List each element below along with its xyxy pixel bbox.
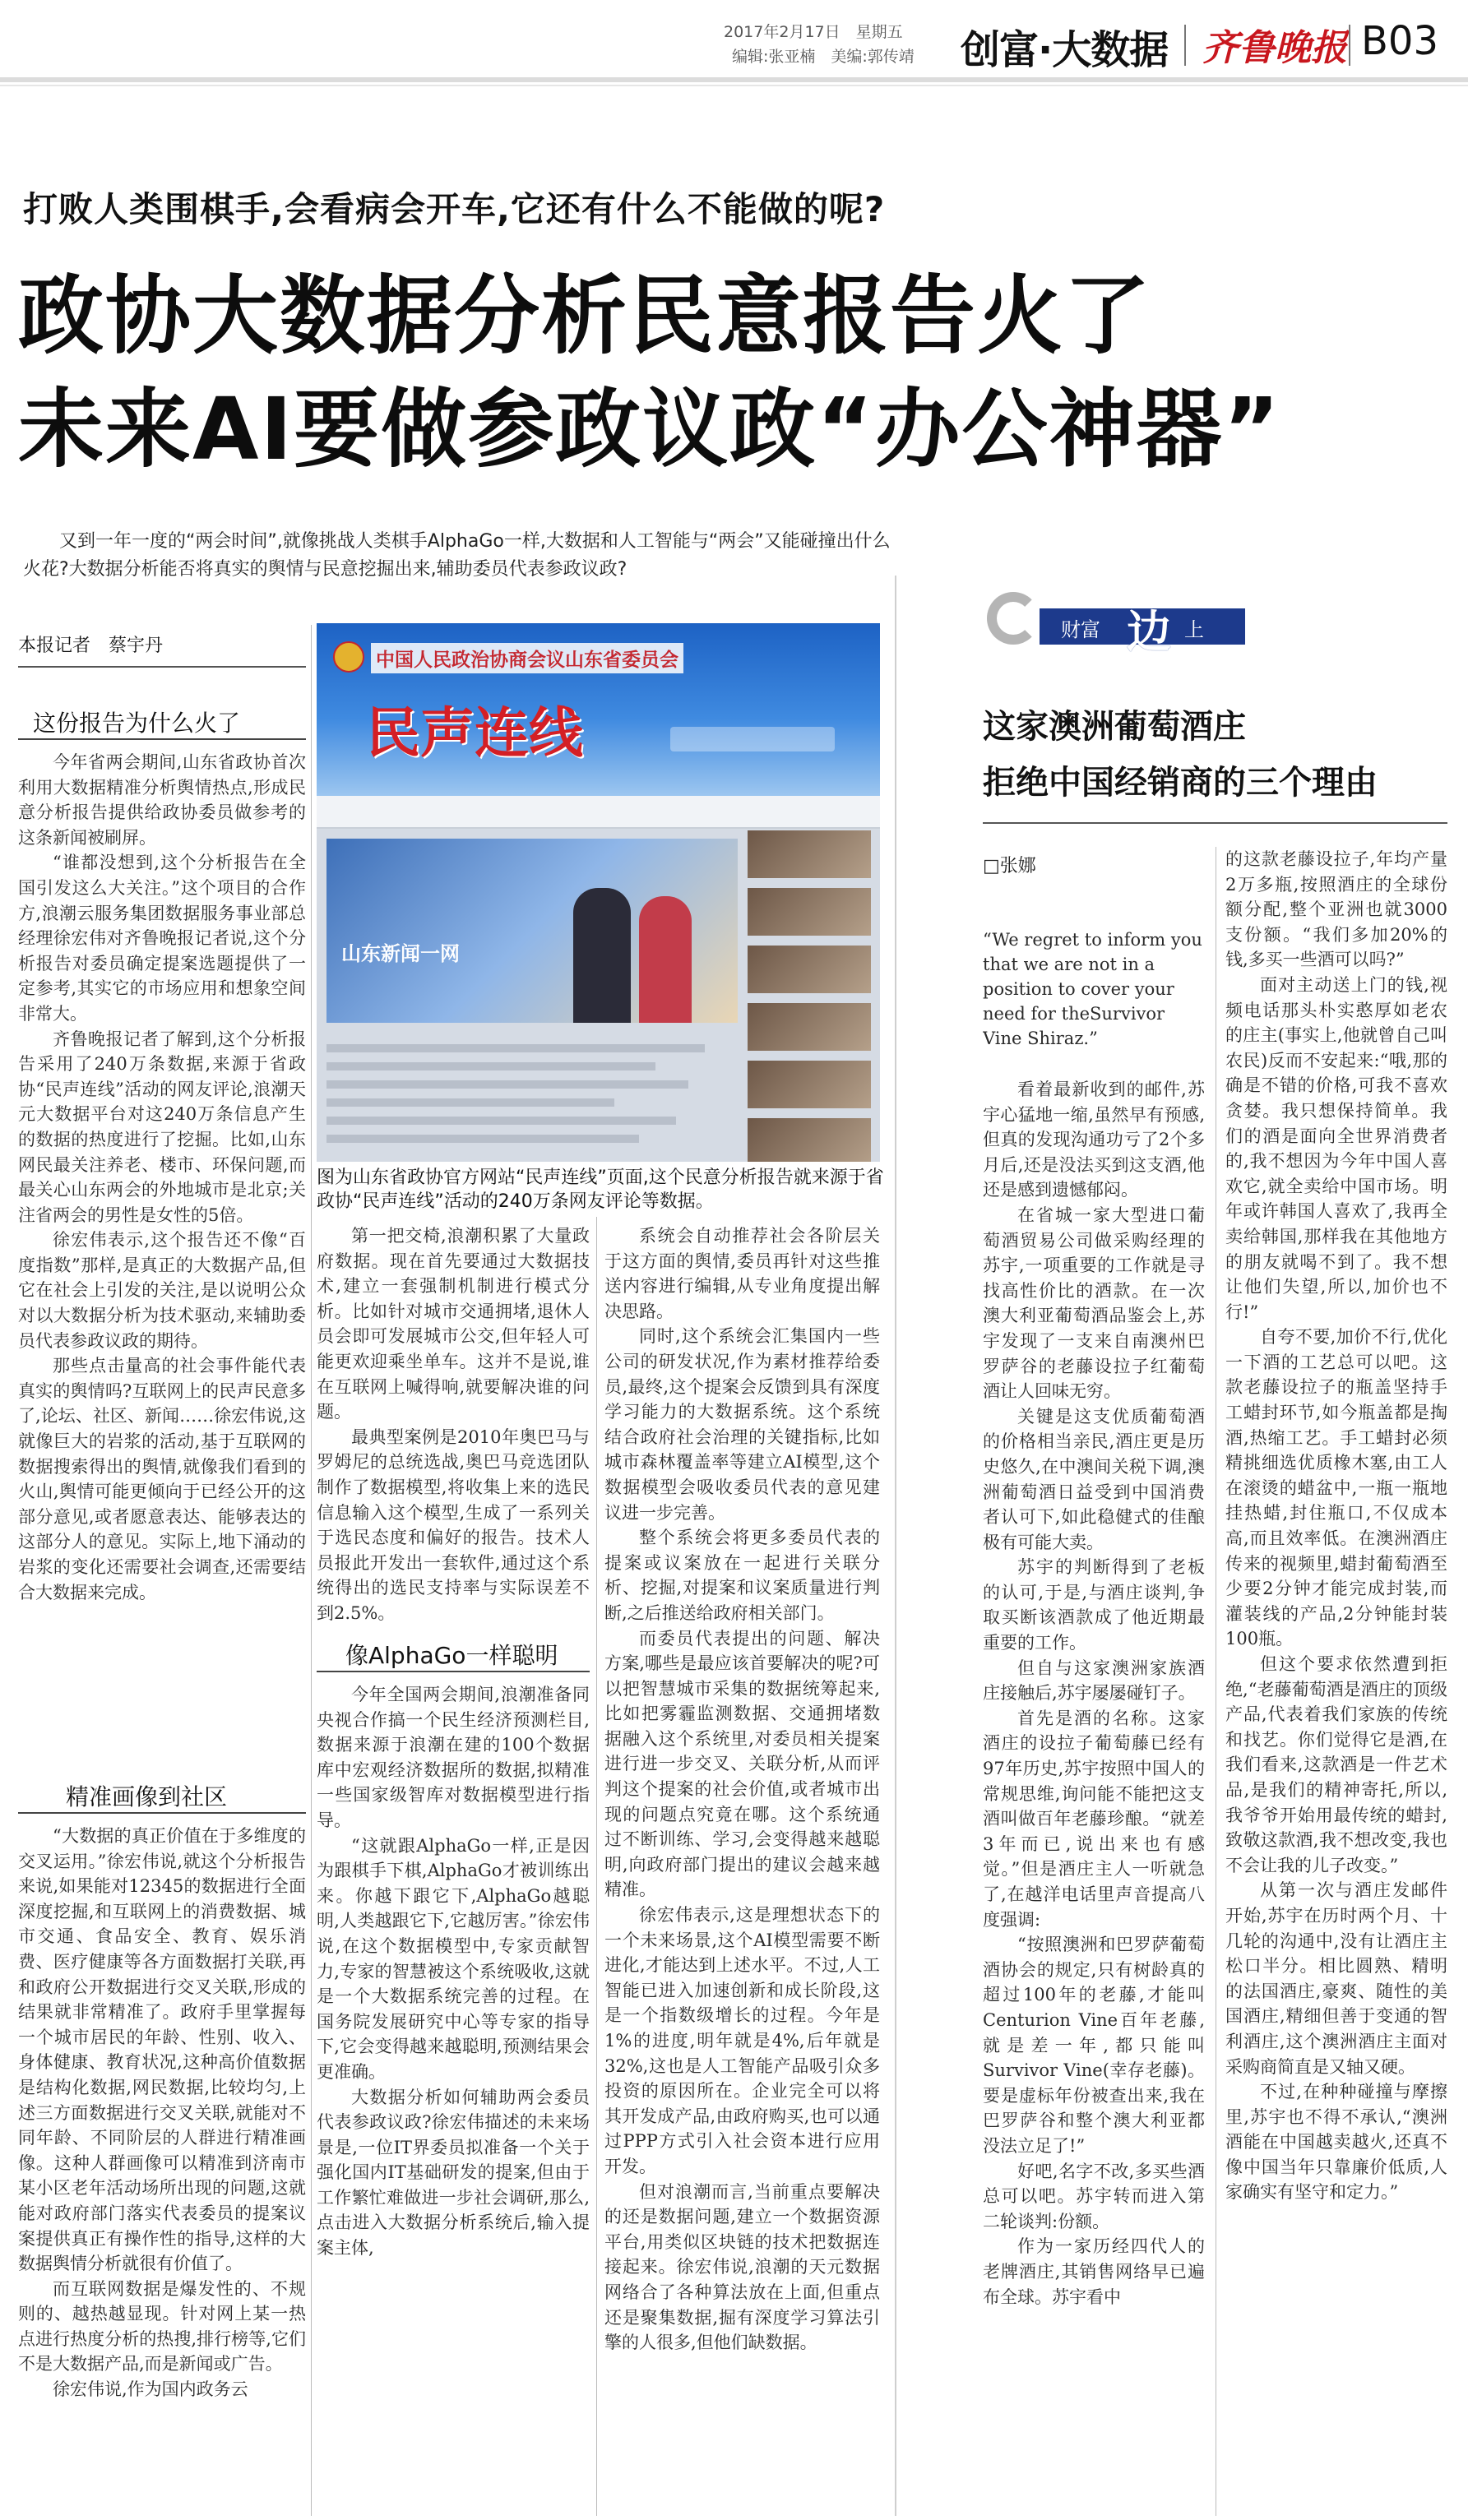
article-column-2b xyxy=(317,1682,590,2514)
paragraph: 作为一家历经四代人的老牌酒庄,其销售网络早已遍布全球。苏宇看中 xyxy=(983,2236,1205,2307)
paragraph: 而互联网数据是爆发性的、不规则的、越热越显现。针对网上某一热点进行热度分析的热搜,排行榜等,它们不是大数据产品,而是新闻或广告。 xyxy=(18,2278,306,2374)
article-column-1b xyxy=(18,1824,306,2514)
section-heading-rule xyxy=(18,738,306,740)
photo-video-frame xyxy=(326,839,738,1023)
paragraph: 齐鲁晚报记者了解到,这个分析报告采用了240万条数据,来源于省政协“民声连线”活动的网友评论,浪潮天元大数据平台对这240万条信息产生的数据的热度进行了挖掘。比如,山东网民最关注养老、楼市、环保问题,而最关心山东两会的外地城市是北京;关注省两会的男性是女性的5倍。 xyxy=(18,1029,306,1225)
sidebar-quote: “We regret to inform you that we are not in a position to cover your need for theSurvivor Vine Shiraz.” xyxy=(983,930,1202,1048)
photo-banner xyxy=(317,623,880,796)
paragraph: 那些点击量高的社会事件能代表真实的舆情吗?互联网上的民声民意多了,论坛、社区、新闻……徐宏伟说,这就像巨大的岩浆的活动,基于互联网的数据搜索得出的舆情,就像我们看到的火山,舆情可能更倾向于已经公开的这部分意见,或者愿意表达、能够表达的这部分人的意见。实际上,地下涌动的岩浆的变化还需要社会调查,还需要结合大数据来完成。 xyxy=(18,1356,306,1602)
photo-org-title: 中国人民政治协商会议山东省委员会 xyxy=(371,643,683,673)
paragraph: 的这款老藤设拉子,年均产量2万多瓶,按照酒庄的全球份额分配,整个亚洲也就3000支份额。“我们多加20%的钱,多买一些酒可以吗?” xyxy=(1225,849,1447,970)
article-column-2a xyxy=(317,1223,590,1626)
cppcc-emblem-icon xyxy=(333,641,364,673)
main-headline-line2: 未来AI要做参政议政“办公神器” xyxy=(18,379,1281,479)
newspaper-logo: 齐鲁晚报 xyxy=(1202,27,1347,69)
photo-video-caption: 山东新闻一网 xyxy=(341,942,460,965)
paragraph: 第一把交椅,浪潮积累了大量政府数据。现在首先要通过大数据技术,建立一套强制机制进行模式分析。比如针对城市交通拥堵,退休人员会即可发展城市公交,但年轻人可能更欢迎乘坐单车。这并不是说,谁在互联网上喊得响,就要解决谁的问题。 xyxy=(317,1226,590,1422)
photo-thumbnail-strip xyxy=(748,830,871,1162)
paragraph: 但自与这家澳洲家族酒庄接触后,苏宇屡屡碰钉子。 xyxy=(983,1658,1205,1704)
paragraph: “这就跟AlphaGo一样,正是因为跟棋手下棋,AlphaGo才被训练出来。你越下跟它下,AlphaGo越聪明,人类越跟它下,它越厉害。”徐宏伟说,在这个数据模型中,专家贡献智力,专家的智慧被这个系统吸收,这就是一个大数据系统完善的过程。在国务院发展研究中心等专家的指导下,它会变得越来越聪明,预测结果会更准确。 xyxy=(317,1835,590,2082)
masthead-divider xyxy=(1349,25,1350,66)
section-heading-why-popular: 这份报告为什么火了 xyxy=(33,710,241,737)
sidebar-divider xyxy=(895,576,896,2516)
section-heading-rule xyxy=(18,1812,306,1814)
paragraph: 整个系统会将更多委员代表的提案或议案放在一起进行关联分析、挖掘,对提案和议案质量进行判断,之后推送给政府相关部门。 xyxy=(604,1528,880,1623)
sidebar-byline: □张娜 xyxy=(983,856,1036,876)
paragraph: 但这个要求依然遭到拒绝,“老藤葡萄酒是酒庄的顶级产品,代表着我们家族的传统和找艺。你们觉得它是酒,在我们看来,这款酒是一件艺术品,是我们的精神寄托,所以,我爷爷开始用最传统的蜡封,致敬这款酒,我不想改变,我也不会让我的儿子改变。” xyxy=(1225,1654,1447,1875)
sidebar-tag-right: 上 xyxy=(1184,618,1204,641)
paragraph: 徐宏伟表示,这是理想状态下的一个未来场景,这个AI模型需要不断进化,才能达到上述水平。不过,人工智能已进入加速创新和成长阶段,这是一个指数级增长的过程。今年是1%的进度,明年就是4%,后年就是32%,这也是人工智能产品吸引众多投资的原因所在。企业完全可以将其开发成产品,由政府购买,也可以通过PPP方式引入社会资本进行应用开发。 xyxy=(604,1905,880,2176)
sidebar-headline-line1: 这家澳洲葡萄酒庄 xyxy=(983,708,1246,746)
paragraph: 今年省两会期间,山东省政协首次利用大数据精准分析舆情热点,形成民意分析报告提供给政协委员做参考的这条新闻被刷屏。 xyxy=(18,752,306,848)
website-screenshot-photo xyxy=(317,623,880,1162)
section-heading-rule xyxy=(317,1671,590,1672)
issue-date: 2017年2月17日 星期五 xyxy=(724,23,903,41)
paragraph: 徐宏伟说,作为国内政务云 xyxy=(53,2379,248,2400)
paragraph xyxy=(317,1626,590,1627)
photo-person xyxy=(639,896,692,1023)
paragraph: 不过,在种种碰撞与摩擦里,苏宇也不得不承认,“澳洲酒能在中国越卖越火,还真不像中国当年只靠廉价低质,人家确实有坚守和定力。” xyxy=(1225,2082,1447,2203)
sidebar-headline-line2: 拒绝中国经销商的三个理由 xyxy=(983,764,1378,802)
header-rule xyxy=(0,85,1468,86)
article-byline: 本报记者 蔡宇丹 xyxy=(18,636,164,656)
editors-line: 编辑:张亚楠 美编:郭传靖 xyxy=(732,48,915,66)
paragraph: 自夸不要,加价不行,优化一下酒的工艺总可以吧。这款老藤设拉子的瓶盖坚持手工蜡封环节,如今瓶盖都是掏酒,热缩工艺。手工蜡封必须精挑细选优质橡木塞,由工人在滚烫的蜡盆中,一瓶一瓶地挂热蜡,封住瓶口,不仅成本高,而且效率低。在澳洲酒庄传来的视频里,蜡封葡萄酒至少要2分钟才能完成封装,而灌装线的产品,2分钟能封装100瓶。 xyxy=(1225,1327,1447,1649)
headline-kicker: 打败人类围棋手,会看病会开车,它还有什么不能做的呢? xyxy=(23,189,886,229)
paragraph: 看着最新收到的邮件,苏宇心猛地一缩,虽然早有预感,但真的发现沟通功亏了2个多月后,还是没法买到这支酒,他还是感到遗憾郁闷。 xyxy=(983,1080,1205,1200)
byline-rule xyxy=(18,666,306,668)
paragraph: 关键是这支优质葡萄酒的价格相当亲民,酒庄更是历史悠久,在中澳间关税下调,澳洲葡萄酒日益受到中国消费者认可下,如此稳健式的佳酿极有可能大卖。 xyxy=(983,1406,1205,1552)
sidebar-c-mark-icon xyxy=(987,592,1040,645)
photo-slogan-box xyxy=(670,727,835,751)
page-number: B03 xyxy=(1361,18,1439,64)
paragraph: 面对主动送上门的钱,视频电话那头朴实憨厚如老农的庄主(事实上,他就曾自己叫农民)反而不安起来:“哦,那的确是不错的价格,可我不喜欢贪婪。我只想保持简单。我们的酒是面向全世界消费者的,我不想因为今年中国人喜欢它,就全卖给中国市场。明年或许韩国人喜欢了,我再全卖给韩国,那样我在其他地方的朋友就喝不到了。我不想让他们失望,所以,加价也不行!” xyxy=(1225,974,1447,1322)
paragraph: “谁都没想到,这个分析报告在全国引发这么大关注。”这个项目的合作方,浪潮云服务集团数据服务事业部总经理徐宏伟对齐鲁晚报记者说,这个分析报告对委员确定提案选题提供了一定参考,其实它的市场应用和想象空间非常大。 xyxy=(18,853,306,1024)
paragraph: 但对浪潮而言,当前重点要解决的还是数据问题,建立一个数据资源平台,用类似区块链的技术把数据连接起来。徐宏伟说,浪潮的天元数据网络合了各种算法放在上面,但重点还是聚集数据,掘有深度学习算法引擎的人很多,但他们缺数据。 xyxy=(604,2181,880,2353)
photo-nav-bar xyxy=(317,796,880,829)
paragraph: 从第一次与酒庄发邮件开始,苏宇在历时两个月、十几轮的沟通中,没有让酒庄主松口半分。相比圆熟、精明的法国酒庄,豪爽、随性的美国酒庄,精细但善于变通的智利酒庄,这个澳洲酒庄主面对采购商简直是又轴又硬。 xyxy=(1225,1880,1447,2077)
sidebar-headline-rule xyxy=(983,822,1447,824)
paragraph: “大数据的真正价值在于多维度的交叉运用。”徐宏伟说,就这个分析报告来说,如果能对12345的数据进行全面深度挖掘,和互联网上的消费数据、城市交通、食品安全、教育、娱乐消费、医疗健康等各方面数据打关联,再和政府公开数据进行交叉关联,形成的结果就非常精准了。政府手里掌握每一个城市居民的年龄、性别、收入、身体健康、教育状况,这种高价值数据是结构化数据,网民数据,比较均匀,上述三方面数据进行交叉关联,就能对不同年龄、不同阶层的人群进行精准画像。这种人群画像可以精准到济南市某小区老年活动场所出现的问题,这就能对政府部门落实代表委员的提案议案提供真正有操作性的指导,这样的大数据舆情分析就很有价值了。 xyxy=(18,1826,306,2274)
paragraph: 最典型案例是2010年奥巴马与罗姆尼的总统选战,奥巴马竞选团队制作了数据模型,将收集上来的选民信息输入这个模型,生成了一系列关于选民态度和偏好的报告。技术人员报此开发出一套软件,通过这个系统得出的选民支持率与实际误差不到2.5%。 xyxy=(317,1426,590,1623)
article-column-3 xyxy=(604,1223,880,2514)
photo-caption: 图为山东省政协官方网站“民声连线”页面,这个民意分析报告就来源于省政协“民声连线”活动的240万条网友评论等数据。 xyxy=(317,1168,884,1212)
paragraph: 系统会自动推荐社会各阶层关于这方面的舆情,委员再针对这些推送内容进行编辑,从专业角度提出解决思路。 xyxy=(604,1226,880,1321)
paragraph: 今年全国两会期间,浪潮准备同央视合作搞一个民生经济预测栏目,数据来源于浪潮在建的100个数据库中宏观经济数据所的数据,拟精准一些国家级智库对数据模型进行指导。 xyxy=(317,1685,590,1830)
paragraph: 而委员代表提出的问题、解决方案,哪些是最应该首要解决的呢?可以把智慧城市采集的数据统筹起来,比如把雾霾监测数据、交通拥堵数据融入这个系统里,对委员相关提案进行进一步交叉、关联分析,从而评判这个提案的社会价值,或者城市出现的问题点究竟在哪。这个系统通过不断训练、学习,会变得越来越聪明,向政府部门提出的建议会越来越精准。 xyxy=(604,1628,880,1900)
photo-news-list xyxy=(326,1034,738,1153)
paragraph: 徐宏伟表示,这个报告还不像“百度指数”那样,是真正的大数据产品,但它在社会上引发的关注,是以说明公众对以大数据分析为技术驱动,来辅助委员代表参政议政的期待。 xyxy=(18,1230,306,1351)
masthead xyxy=(0,0,1468,86)
paragraph: 同时,这个系统会汇集国内一些公司的研发状况,作为素材推荐给委员,最终,这个提案会反馈到具有深度学习能力的大数据系统。这个系统结合政府社会治理的关键指标,比如城市森林覆盖率等建立AI模型,这个数据模型会吸收委员代表的意见建议进一步完善。 xyxy=(604,1326,880,1523)
paragraph: 在省城一家大型进口葡萄酒贸易公司做采购经理的苏宇,一项重要的工作就是寻找高性价比的酒款。在一次澳大利亚葡萄酒品鉴会上,苏宇发现了一支来自南澳州巴罗萨谷的老藤设拉子红葡萄酒让人回味无穷。 xyxy=(983,1205,1205,1402)
header-rule xyxy=(0,77,1468,82)
section-heading-precise-portrait: 精准画像到社区 xyxy=(66,1783,228,1810)
article-lead: 又到一年一度的“两会时间”,就像挑战人类棋手AlphaGo一样,大数据和人工智能与“两会”又能碰撞出什么火花?大数据分析能否将真实的舆情与民意挖掘出来,辅助委员代表参政议政? xyxy=(23,531,891,580)
paragraph: 好吧,名字不改,多买些酒总可以吧。苏宇转而进入第二轮谈判:份额。 xyxy=(983,2161,1205,2231)
paragraph: 首先是酒的名称。这家酒庄的设拉子葡萄藤已经有97年历史,苏宇按照中国人的常规思维,询问能不能把这支酒叫做百年老藤珍酿。“就差3年而已,说出来也有感觉。”但是酒庄主人一听就急了,在越洋电话里声音提高八度强调: xyxy=(983,1708,1205,1930)
sidebar-column-left xyxy=(983,1077,1205,2514)
section-heading-alphago: 像AlphaGo一样聪明 xyxy=(345,1642,558,1669)
sidebar-column-right xyxy=(1225,847,1447,2514)
column-divider xyxy=(311,625,312,2516)
photo-logo-text: 民声连线 xyxy=(366,701,583,765)
paragraph: 大数据分析如何辅助两会委员代表参政议政?徐宏伟描述的未来场景是,一位IT界委员拟准备一个关于强化国内IT基础研发的提案,但由于工作繁忙难做进一步社会调研,那么,点击进入大数据分析系统后,输入提案主体, xyxy=(317,2087,590,2259)
photo-person xyxy=(573,888,631,1023)
main-headline-line1: 政协大数据分析民意报告火了 xyxy=(18,266,1152,366)
paragraph: 苏宇的判断得到了老板的认可,于是,与酒庄谈判,争取买断该酒款成了他近期最重要的工作。 xyxy=(983,1557,1205,1653)
masthead-divider xyxy=(1184,25,1186,66)
section-title: 创富·大数据 xyxy=(961,27,1169,73)
sidebar-tag-left: 财富 xyxy=(1061,618,1100,641)
article-column-1a xyxy=(18,750,306,1743)
sidebar-tag-mid: 边 xyxy=(1127,605,1171,658)
column-divider xyxy=(596,1217,597,2516)
paragraph: “按照澳洲和巴罗萨葡萄酒协会的规定,只有树龄真的超过100年的老藤,才能叫Centurion Vine百年老藤,就是差一年,都只能叫Survivor Vine(幸存老藤)。要是虚标年份被查出来,我在巴罗萨谷和整个澳大利亚都没法立足了!” xyxy=(983,1935,1205,2156)
